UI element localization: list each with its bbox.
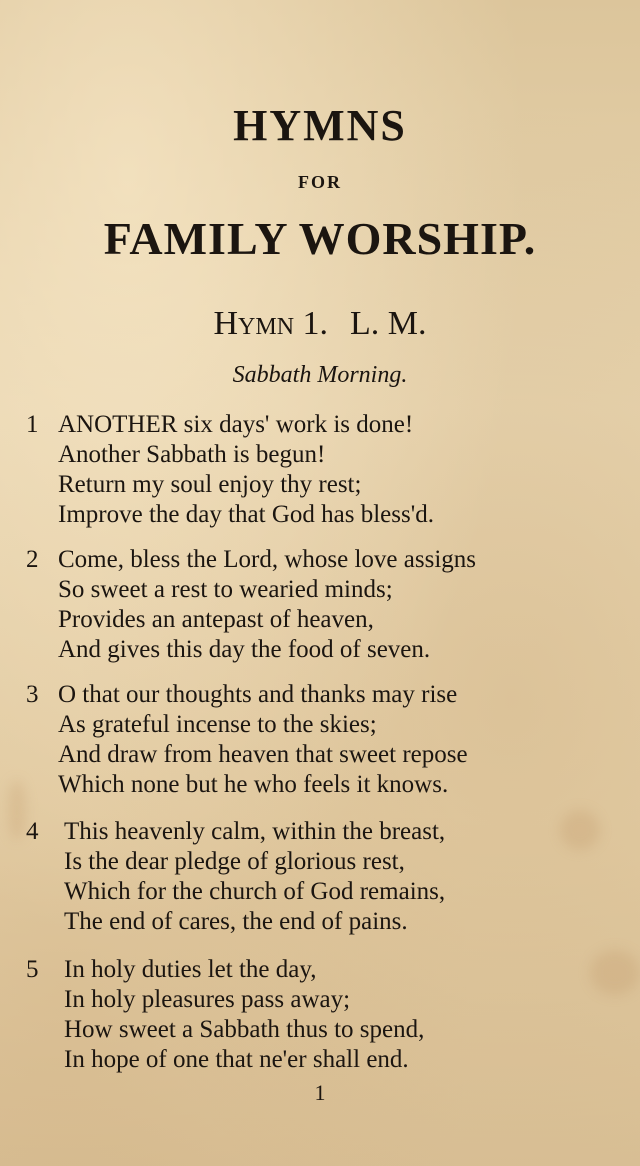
verse-line: Another Sabbath is begun!: [58, 441, 326, 468]
verse-line: O that our thoughts and thanks may rise: [58, 681, 458, 708]
stanza-number: 4: [26, 818, 39, 845]
page-number: 1: [314, 1080, 326, 1105]
stanza: [26, 817, 626, 937]
stanza: [26, 410, 626, 530]
verse-line: So sweet a rest to wearied minds;: [58, 576, 393, 603]
verse-line: In holy pleasures pass away;: [64, 986, 351, 1013]
verse-line: Provides an antepast of heaven,: [58, 606, 374, 633]
stanza: [26, 680, 626, 800]
stanza-number: 3: [26, 681, 39, 708]
verse-line: Is the dear pledge of glorious rest,: [64, 848, 405, 875]
verse-line: This heavenly calm, within the breast,: [64, 818, 446, 845]
paper-stain: [8, 780, 26, 840]
hymn-heading: [0, 305, 640, 343]
verse-line: Which none but he who feels it knows.: [58, 771, 449, 798]
verse-line: Improve the day that God has bless'd.: [58, 501, 434, 528]
page-subtitle: FAMILY WORSHIP.: [103, 213, 537, 264]
hymn-occasion: Sabbath Morning.: [232, 362, 408, 388]
verse-line: In holy duties let the day,: [64, 956, 317, 983]
stanza-number: 5: [26, 956, 39, 983]
verse-line: Return my soul enjoy thy rest;: [58, 471, 362, 498]
stanza-number: 1: [26, 411, 39, 438]
stanza: [26, 545, 626, 665]
stanza: [26, 955, 626, 1075]
page-title: HYMNS: [233, 101, 407, 150]
verse-line: In hope of one that ne'er shall end.: [64, 1046, 409, 1073]
verse-line: And gives this day the food of seven.: [58, 636, 431, 663]
title-connector: FOR: [298, 172, 342, 192]
verse-line: Come, bless the Lord, whose love assigns: [58, 546, 477, 573]
hymn-number: Hymn 1.: [213, 305, 329, 342]
verse-line: How sweet a Sabbath thus to spend,: [64, 1016, 425, 1043]
verse-line: As grateful incense to the skies;: [58, 711, 377, 738]
hymn-meter: L. M.: [350, 305, 427, 342]
verse-line: ANOTHER six days' work is done!: [58, 411, 414, 438]
verse-line: The end of cares, the end of pains.: [64, 908, 408, 935]
verse-line: And draw from heaven that sweet repose: [58, 741, 468, 768]
verse-line: Which for the church of God remains,: [64, 878, 446, 905]
stanza-number: 2: [26, 546, 39, 573]
